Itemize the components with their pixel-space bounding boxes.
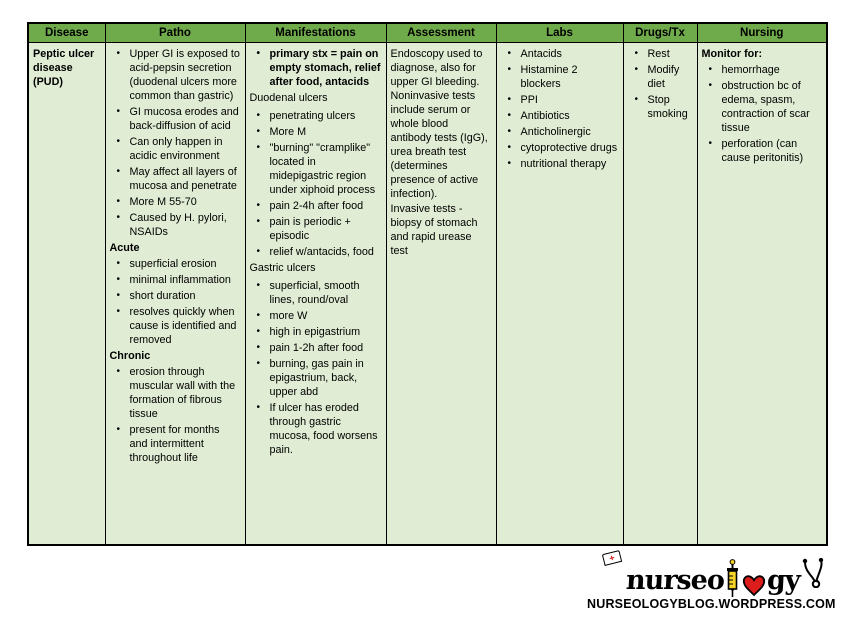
list-item-text: relief w/antacids, food [269,246,374,258]
syringe-icon [725,559,740,597]
bullet-icon: • [507,142,512,153]
list-item-text: Antacids [520,48,562,60]
list-item [110,195,241,209]
list-item-text: PPI [520,94,538,106]
bullet-icon: • [256,110,261,121]
list-item [501,93,619,107]
paragraph: Invasive tests - biopsy of stomach and rapid urease test [390,203,478,257]
bullet-icon: • [116,306,121,317]
table-body-row [28,43,827,546]
bullet-icon: • [256,200,261,211]
list-item-text: Rest [647,48,670,60]
list-item [110,47,241,103]
bullet-icon: • [116,290,121,301]
list-item [250,325,382,339]
list-item-text: pain 2-4h after food [269,200,364,212]
list-item [110,105,241,133]
list-item [110,289,241,303]
cell-labs [496,43,623,546]
list-item [250,47,382,89]
list-item-text: Can only happen in acidic environment [129,136,223,162]
list-item-text: If ulcer has eroded through gastric mucosa, food worsens pain. [269,402,378,456]
list-item [628,63,693,91]
list-item-text: Caused by H. pylori, NSAIDs [129,212,227,238]
bullet-icon: • [116,258,121,269]
list-item-text: May affect all layers of mucosa and penetrate [129,166,237,192]
list-item-text: hemorrhage [721,64,780,76]
bullet-icon: • [708,80,713,91]
bullet-icon: • [116,212,121,223]
nurseology-footer [587,552,836,611]
bullet-icon: • [256,402,261,413]
bullet-icon: • [256,126,261,137]
list-item-text: nutritional therapy [520,158,607,170]
bullet-icon: • [116,166,121,177]
bullet-icon: • [256,326,261,337]
list-item [110,273,241,287]
bullet-icon: • [256,358,261,369]
list-item [501,109,619,123]
list-item [110,257,241,271]
nurseology-logo [587,552,827,596]
bullet-icon: • [116,48,121,59]
header-cell-nursing: Nursing [697,23,827,43]
list-item [110,305,241,347]
list-item-text: superficial erosion [129,258,217,270]
list-item [501,125,619,139]
list-item-text: "burning" "cramplike" located in midepigastric region under xiphoid process [269,142,376,196]
bullet-icon: • [507,64,512,75]
section-heading: Chronic [109,350,151,362]
list-item-text: Histamine 2 blockers [520,64,578,90]
list-item-text: pain is periodic + episodic [269,216,351,242]
cell-patho [105,43,245,546]
list-item [250,309,382,323]
logo-text-left: nurseo [624,565,725,596]
bullet-icon: • [116,106,121,117]
list-item [628,47,693,61]
header-cell-manifestations: Manifestations [245,23,386,43]
list-item-text: GI mucosa erodes and back-diffusion of acid [129,106,239,132]
logo-text-right: gy [766,565,801,596]
table-header-row [28,23,827,43]
list-item [702,63,823,77]
cell-drugs-tx [623,43,697,546]
list-item [110,135,241,163]
heart-icon [742,574,766,598]
bullet-icon: • [256,310,261,321]
bullet-icon: • [507,48,512,59]
list-item-text: Modify diet [647,64,680,90]
section-heading: Monitor for: [701,48,763,60]
header-cell-labs: Labs [496,23,623,43]
list-item [501,141,619,155]
list-item-text: penetrating ulcers [269,110,356,122]
list-item [250,245,382,259]
list-item-text: Stop smoking [647,94,688,120]
list-item [250,199,382,213]
list-item-text: Upper GI is exposed to acid-pepsin secretion (duodenal ulcers more common than gastric) [129,48,240,102]
list-item [110,423,241,465]
cell-nursing [697,43,827,546]
header-cell-disease: Disease [28,23,105,43]
stethoscope-icon [801,558,827,588]
bullet-icon: • [634,94,639,105]
cell-assessment [386,43,496,546]
list-item [702,79,823,135]
list-item [501,63,619,91]
bullet-icon: • [116,136,121,147]
bullet-icon: • [708,138,713,149]
list-item-text: superficial, smooth lines, round/oval [269,280,360,306]
list-item-text: present for months and intermittent throughout life [129,424,220,464]
list-item-text: More M [269,126,307,138]
list-item-text: short duration [129,290,196,302]
list-item-text: erosion through muscular wall with the formation of fibrous tissue [129,366,236,420]
list-item-text: Antibiotics [520,110,570,122]
footer-url: NURSEOLOGYBLOG.WORDPRESS.COM [587,597,836,611]
bullet-icon: • [256,48,261,59]
list-item [250,357,382,399]
list-item-text: primary stx = pain on empty stomach, relief after food, antacids [269,48,381,88]
bullet-icon: • [507,126,512,137]
list-item-text: burning, gas pain in epigastrium, back, upper abd [269,358,364,398]
header-cell-patho: Patho [105,23,245,43]
bullet-icon: • [116,424,121,435]
bullet-icon: • [634,48,639,59]
bullet-icon: • [507,158,512,169]
bullet-icon: • [507,110,512,121]
list-item-text: perforation (can cause peritonitis) [721,138,804,164]
list-item-text: resolves quickly when cause is identified and removed [129,306,237,346]
list-item-text: cytoprotective drugs [520,142,618,154]
bullet-icon: • [256,342,261,353]
list-item-text: More M 55-70 [129,196,197,208]
red-cross-icon: + [608,552,616,564]
list-item [501,47,619,61]
bullet-icon: • [507,94,512,105]
sub-heading: Gastric ulcers [249,262,316,274]
list-item-text: minimal inflammation [129,274,231,286]
list-item-text: more W [269,310,308,322]
bullet-icon: • [116,274,121,285]
list-item-text: Anticholinergic [520,126,591,138]
cell-disease [28,43,105,546]
list-item [250,125,382,139]
header-cell-drugs-tx: Drugs/Tx [623,23,697,43]
bullet-icon: • [256,142,261,153]
pud-study-table [27,22,828,546]
list-item [250,109,382,123]
list-item-text: obstruction bc of edema, spasm, contraction of scar tissue [721,80,810,134]
list-item-text: high in epigastrium [269,326,361,338]
bullet-icon: • [256,280,261,291]
cell-manifestations [245,43,386,546]
list-item [250,341,382,355]
bullet-icon: • [634,64,639,75]
list-item [250,279,382,307]
section-heading: Acute [109,242,140,254]
bullet-icon: • [116,366,121,377]
nurse-cap-icon [602,550,622,566]
list-item-text: pain 1-2h after food [269,342,364,354]
bullet-icon: • [116,196,121,207]
list-item [702,137,823,165]
sub-heading: Duodenal ulcers [249,92,328,104]
bullet-icon: • [256,246,261,257]
paragraph: Endoscopy used to diagnose, also for upper GI bleeding. Noninvasive tests include serum or whole blood antibody tests (IgG), urea breath test (determines presence of active infection). [390,48,488,200]
bullet-icon: • [708,64,713,75]
list-item [110,365,241,421]
disease-name: Peptic ulcer disease (PUD) [33,48,95,88]
bullet-icon: • [256,216,261,227]
list-item [110,165,241,193]
list-item [110,211,241,239]
list-item [628,93,693,121]
list-item [501,157,619,171]
header-cell-assessment: Assessment [386,23,496,43]
list-item [250,401,382,457]
list-item [250,215,382,243]
list-item [250,141,382,197]
